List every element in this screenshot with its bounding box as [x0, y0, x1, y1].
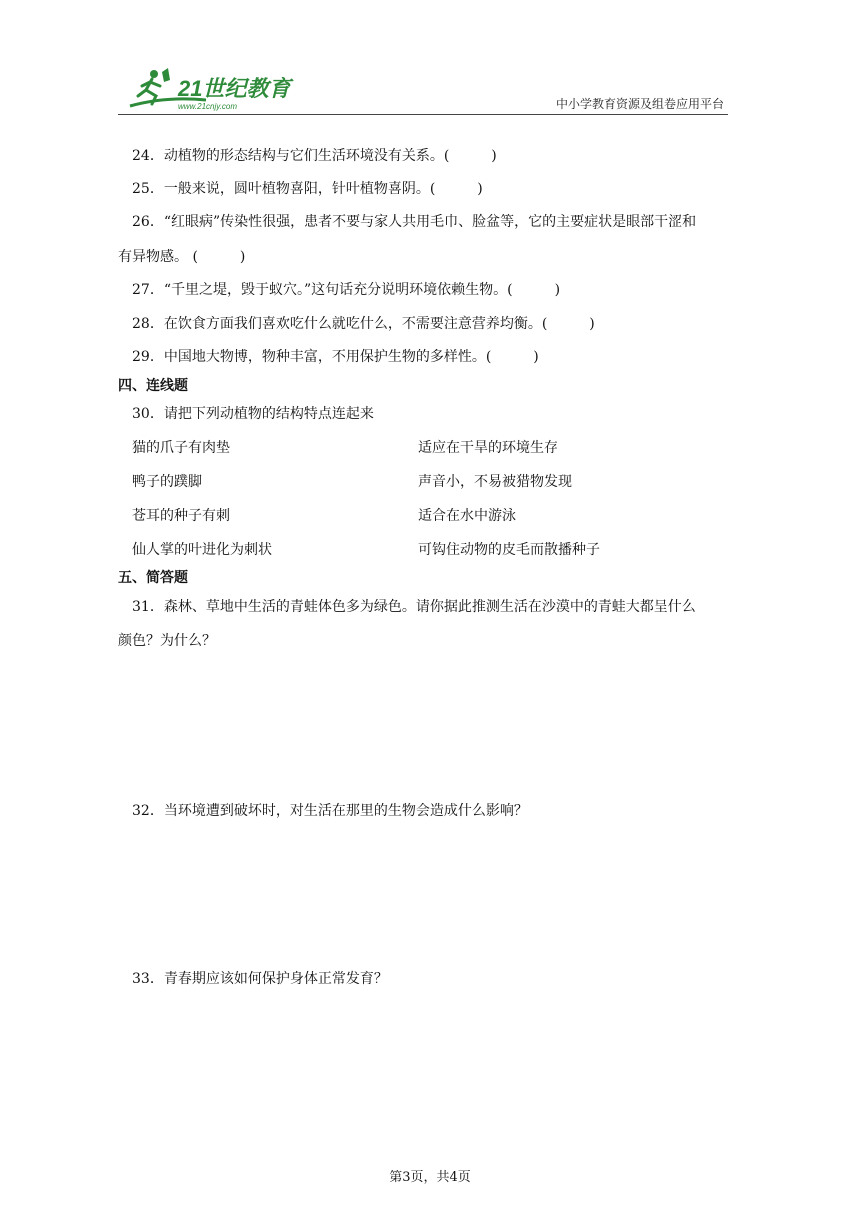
- match-left-item: 仙人掌的叶进化为刺状: [132, 542, 272, 558]
- page-number: 第3页，共4页: [389, 1170, 471, 1185]
- question-26-line2: 有异物感。 ( ): [118, 249, 246, 265]
- match-right-item: 适合在水中游泳: [418, 508, 516, 524]
- question-33: 33．青春期应该如何保护身体正常发育？: [132, 971, 388, 987]
- header-divider: [118, 114, 728, 115]
- question-30: 30．请把下列动植物的结构特点连起来: [132, 406, 374, 422]
- page-header: [118, 66, 728, 114]
- question-24: 24．动植物的形态结构与它们生活环境没有关系。( ): [132, 148, 497, 164]
- match-right-item: 适应在干旱的环境生存: [418, 440, 558, 456]
- section-4-title: 四、连线题: [118, 378, 188, 394]
- svg-text:www.21cnjy.com: www.21cnjy.com: [178, 102, 237, 111]
- 21cnjy-logo: [126, 66, 306, 112]
- match-right-item: 可钩住动物的皮毛而散播种子: [418, 542, 600, 558]
- question-27: 27．“千里之堤，毁于蚁穴。”这句话充分说明环境依赖生物。( ): [132, 282, 561, 298]
- match-left-item: 鸭子的蹼脚: [132, 474, 202, 490]
- question-28: 28．在饮食方面我们喜欢吃什么就吃什么，不需要注意营养均衡。( ): [132, 316, 595, 332]
- question-31-line1: 31．森林、草地中生活的青蛙体色多为绿色。请你据此推测生活在沙漠中的青蛙大都呈什么: [132, 599, 696, 615]
- platform-name: 中小学教育资源及组卷应用平台: [555, 97, 724, 111]
- section-5-title: 五、简答题: [118, 570, 188, 586]
- match-left-item: 猫的爪子有肉垫: [132, 440, 230, 456]
- question-31-line2: 颜色？为什么？: [118, 633, 216, 649]
- question-29: 29．中国地大物博，物种丰富，不用保护生物的多样性。( ): [132, 349, 539, 365]
- svg-text:21世纪教育: 21世纪教育: [178, 76, 291, 101]
- question-25: 25．一般来说，圆叶植物喜阳，针叶植物喜阴。( ): [132, 181, 483, 197]
- match-right-item: 声音小，不易被猎物发现: [418, 474, 572, 490]
- question-32: 32．当环境遭到破坏时，对生活在那里的生物会造成什么影响？: [132, 803, 528, 819]
- match-left-item: 苍耳的种子有刺: [132, 508, 230, 524]
- question-26-line1: 26．“红眼病”传染性很强，患者不要与家人共用毛巾、脸盆等，它的主要症状是眼部干涩和: [132, 214, 697, 230]
